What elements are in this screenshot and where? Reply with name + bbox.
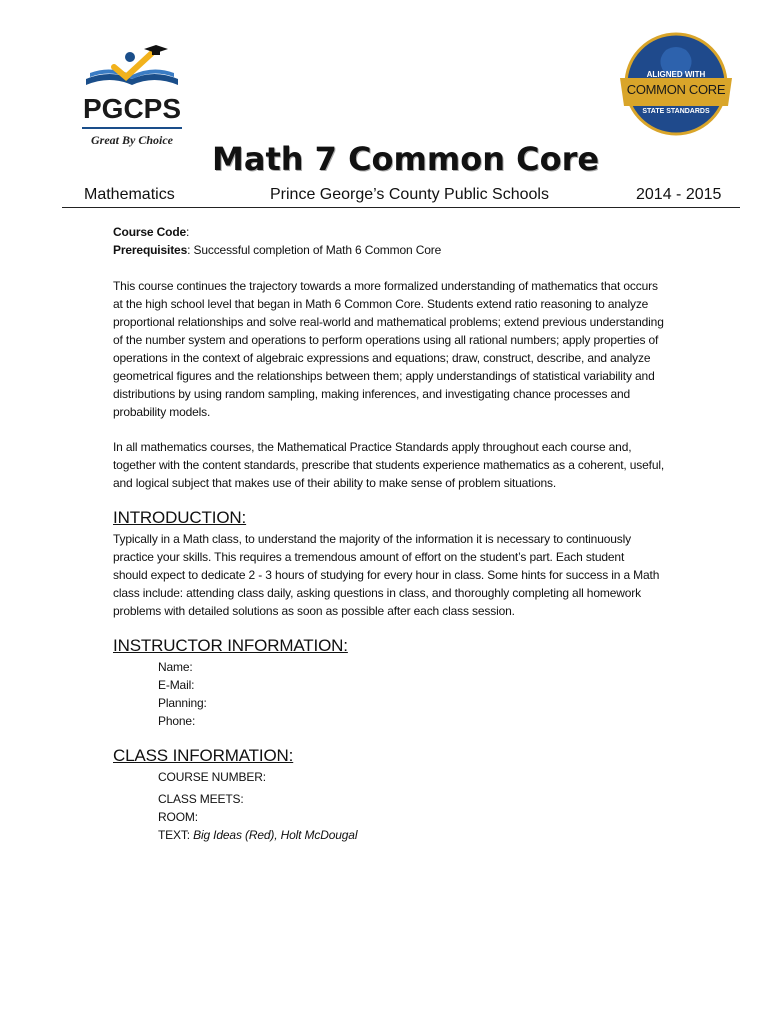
intro-line: problems with detailed solutions as soon as possible after each class session. xyxy=(113,604,515,618)
para2-line: In all mathematics courses, the Mathematical Practice Standards apply throughout each course and, xyxy=(113,440,632,454)
page-title: Math 7 Common Core xyxy=(212,140,600,178)
introduction-heading: INTRODUCTION: xyxy=(113,508,247,527)
instructor-heading: INSTRUCTOR INFORMATION: xyxy=(113,636,348,655)
para2-line: and logical subject that makes use of their ability to make sense of problem situations. xyxy=(113,476,557,490)
logo-tagline: Great By Choice xyxy=(91,133,173,147)
logo-text: PGCPS xyxy=(82,93,182,124)
header-divider xyxy=(62,207,740,208)
intro-line: Typically in a Math class, to understand the majority of the information it is necessary to continuously xyxy=(113,532,631,546)
intro-line: practice your skills. This requires a tremendous amount of effort on the student’s part. Each student xyxy=(113,550,625,564)
intro-line: class include: attending class daily, asking questions in class, and thoroughly completing all homework xyxy=(113,586,641,600)
prerequisites-text: : Successful completion of Math 6 Common Core xyxy=(187,243,442,257)
instructor-phone-field: Phone: xyxy=(158,714,196,728)
para1-line: at the high school level that began in Math 6 Common Core. Students extend ratio reasoning to analyze xyxy=(113,297,649,311)
course-number-field: COURSE NUMBER: xyxy=(158,770,266,784)
room-field: ROOM: xyxy=(158,810,198,824)
class-info-heading: CLASS INFORMATION: xyxy=(113,746,294,765)
school-year: 2014 - 2015 xyxy=(636,186,722,203)
subject-label: Mathematics xyxy=(84,186,175,203)
para1-line: probability models. xyxy=(113,405,211,419)
badge-line-1: ALIGNED WITH xyxy=(646,70,706,79)
para1-line: of the number system and operations to perform operations using all rational numbers; apply properties of xyxy=(113,333,659,347)
para1-line: geometrical figures and the relationships between them; apply understandings of statistical variability and xyxy=(113,369,655,383)
course-code-line xyxy=(113,223,189,241)
intro-line: should expect to dedicate 2 - 3 hours of studying for every hour in class. Some hints for success in a Math xyxy=(113,568,660,582)
prerequisites-label: Prerequisites xyxy=(113,243,188,257)
para2-line: together with the content standards, prescribe that students experience mathematics as a coherent, useful, xyxy=(113,458,665,472)
instructor-email-field: E-Mail: xyxy=(158,678,195,692)
text-label: TEXT: xyxy=(158,828,194,842)
badge-line-3: STATE STANDARDS xyxy=(642,108,710,115)
logo-divider xyxy=(82,127,182,129)
instructor-planning-field: Planning: xyxy=(158,696,207,710)
para1-line: proportional relationships and solve real-world and mathematical problems; extend previous understanding xyxy=(113,315,664,329)
prerequisites-line xyxy=(113,241,441,259)
class-meets-field: CLASS MEETS: xyxy=(158,792,244,806)
para1-line: This course continues the trajectory towards a more formalized understanding of mathematics that occurs xyxy=(113,279,658,293)
school-name: Prince George’s County Public Schools xyxy=(270,186,549,203)
common-core-badge xyxy=(616,32,736,136)
text-field xyxy=(158,826,357,844)
para1-line: distributions by using random sampling, making inferences, and investigating chance processes and xyxy=(113,387,631,401)
course-code-label: Course Code xyxy=(113,225,187,239)
instructor-name-field: Name: xyxy=(158,660,193,674)
badge-line-2: COMMON CORE xyxy=(626,82,726,97)
pgcps-book-icon xyxy=(80,45,184,95)
pgcps-logo xyxy=(80,45,184,153)
text-value: Big Ideas (Red), Holt McDougal xyxy=(193,828,358,842)
para1-line: operations in the context of algebraic expressions and equations; draw, construct, describe, and analyze xyxy=(113,351,651,365)
course-code-sep: : xyxy=(186,225,190,239)
